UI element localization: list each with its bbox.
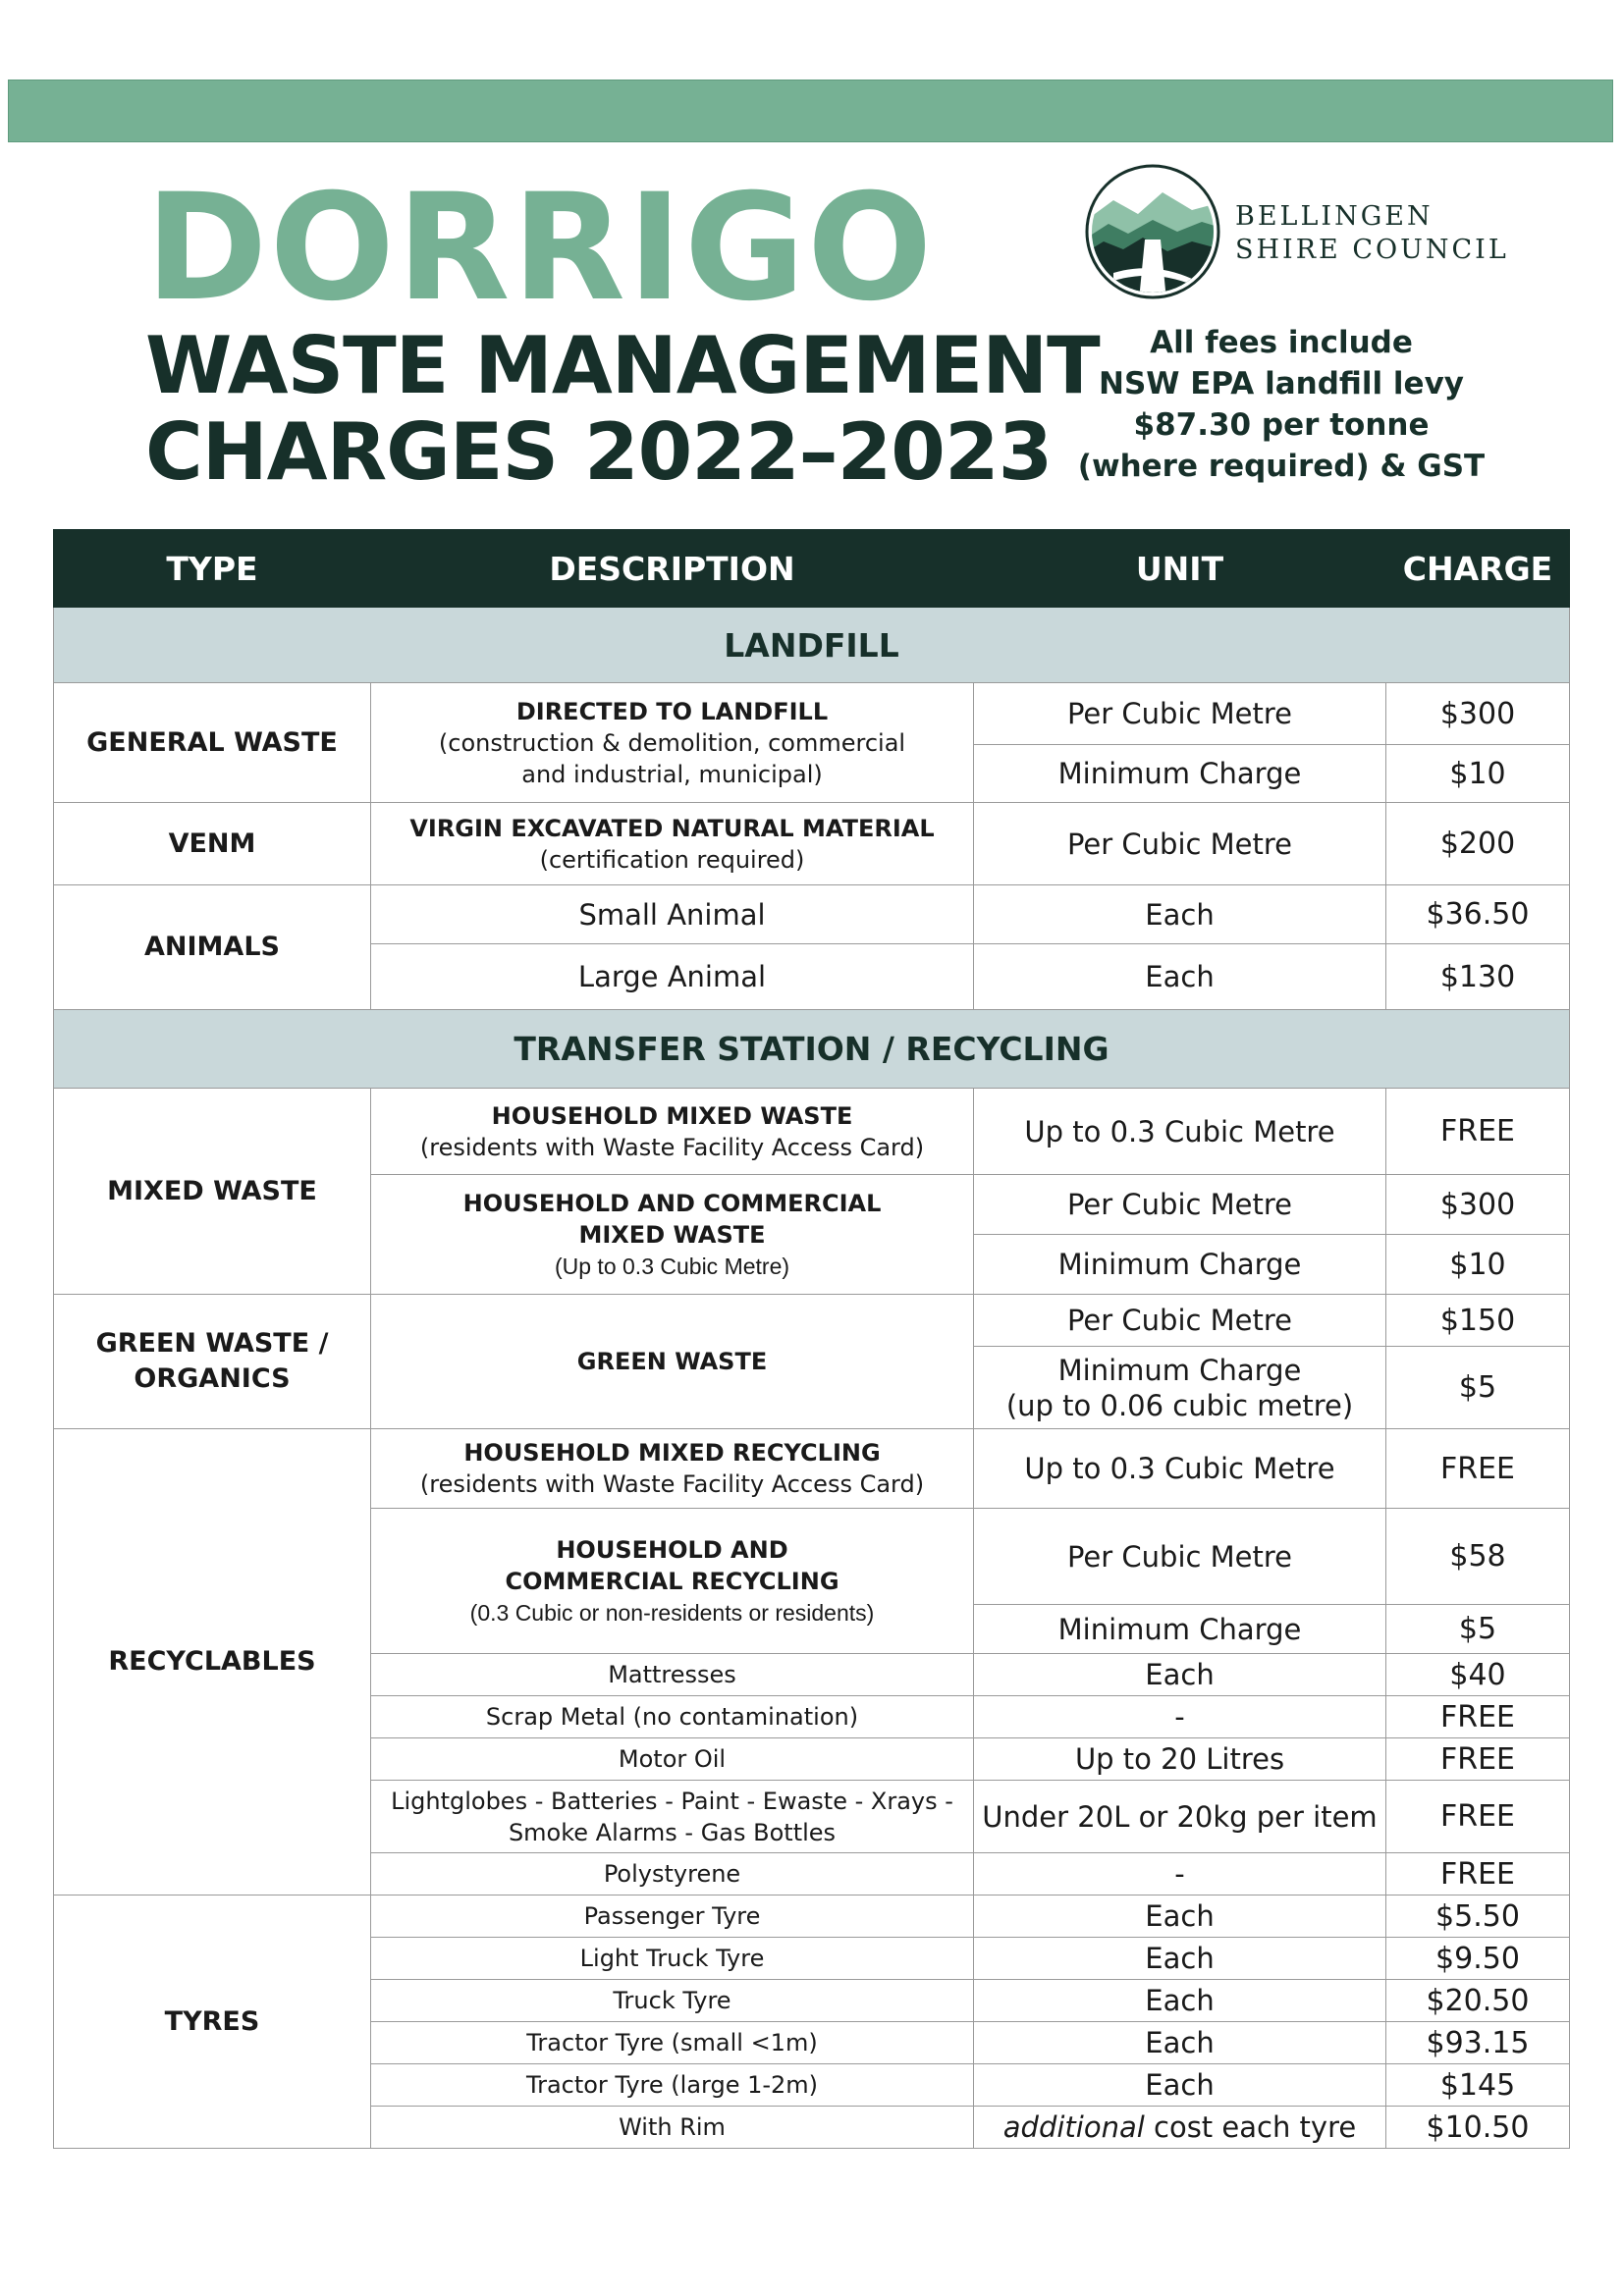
- charge-cell: FREE: [1386, 1429, 1570, 1509]
- unit-cell: Per Cubic Metre: [974, 683, 1386, 745]
- charge-cell: $150: [1386, 1295, 1570, 1347]
- charge-cell: $10: [1386, 1235, 1570, 1295]
- charge-cell: $36.50: [1386, 885, 1570, 944]
- fees-line2: NSW EPA landfill levy: [1099, 366, 1464, 401]
- page-subtitle-line1: WASTE MANAGEMENT: [145, 320, 1100, 411]
- unit-cell: -: [974, 1696, 1386, 1738]
- table-row: [54, 803, 1570, 885]
- unit-cell: Minimum Charge (up to 0.06 cubic metre): [974, 1347, 1386, 1429]
- council-name: [1235, 200, 1509, 267]
- unit-cell: additional cost each tyre: [974, 2107, 1386, 2149]
- unit-cell: Minimum Charge: [974, 745, 1386, 803]
- charge-cell: $93.15: [1386, 2022, 1570, 2064]
- description-cell: DIRECTED TO LANDFILL (construction & demolition, commercial and industrial, municipal): [371, 683, 974, 803]
- description-cell: Large Animal: [371, 944, 974, 1010]
- fees-line4: (where required) & GST: [1077, 449, 1486, 484]
- unit-cell: Each: [974, 1980, 1386, 2022]
- charge-cell: $20.50: [1386, 1980, 1570, 2022]
- description-cell: Motor Oil: [371, 1738, 974, 1781]
- unit-cell: Each: [974, 1938, 1386, 1980]
- council-name-line2: SHIRE COUNCIL: [1235, 235, 1509, 265]
- table-row: [54, 1429, 1570, 1509]
- charge-cell: $145: [1386, 2064, 1570, 2107]
- description-cell: HOUSEHOLD AND COMMERCIAL MIXED WASTE (Up to 0.3 Cubic Metre): [371, 1175, 974, 1295]
- charge-cell: $5: [1386, 1605, 1570, 1654]
- unit-cell: Each: [974, 2022, 1386, 2064]
- description-cell: Polystyrene: [371, 1853, 974, 1896]
- charge-cell: $9.50: [1386, 1938, 1570, 1980]
- description-cell: Tractor Tyre (small <1m): [371, 2022, 974, 2064]
- type-cell: TYRES: [54, 1896, 371, 2149]
- header-unit: UNIT: [974, 530, 1386, 608]
- charge-cell: $300: [1386, 1175, 1570, 1235]
- table-row: [54, 1896, 1570, 1938]
- unit-cell: Per Cubic Metre: [974, 1509, 1386, 1605]
- charge-cell: FREE: [1386, 1696, 1570, 1738]
- unit-cell: Minimum Charge: [974, 1605, 1386, 1654]
- header-type: TYPE: [54, 530, 371, 608]
- type-cell: GENERAL WASTE: [54, 683, 371, 803]
- charge-cell: FREE: [1386, 1853, 1570, 1896]
- unit-cell: Per Cubic Metre: [974, 1175, 1386, 1235]
- unit-cell: Each: [974, 2064, 1386, 2107]
- unit-cell: Each: [974, 1896, 1386, 1938]
- charge-cell: $58: [1386, 1509, 1570, 1605]
- description-cell: Lightglobes - Batteries - Paint - Ewaste - Xrays - Smoke Alarms - Gas Bottles: [371, 1781, 974, 1853]
- council-logo-icon: [1084, 163, 1221, 300]
- type-cell: RECYCLABLES: [54, 1429, 371, 1896]
- unit-cell: Under 20L or 20kg per item: [974, 1781, 1386, 1853]
- charge-cell: $10.50: [1386, 2107, 1570, 2149]
- unit-cell: Each: [974, 885, 1386, 944]
- unit-cell: Minimum Charge: [974, 1235, 1386, 1295]
- charge-cell: FREE: [1386, 1738, 1570, 1781]
- page-title: DORRIGO: [145, 163, 935, 334]
- table-row: [54, 683, 1570, 745]
- description-cell: Scrap Metal (no contamination): [371, 1696, 974, 1738]
- charge-cell: $10: [1386, 745, 1570, 803]
- charge-cell: $300: [1386, 683, 1570, 745]
- unit-cell: Up to 0.3 Cubic Metre: [974, 1429, 1386, 1509]
- charges-table: [53, 529, 1570, 2149]
- header-charge: CHARGE: [1386, 530, 1570, 608]
- charge-cell: FREE: [1386, 1089, 1570, 1175]
- description-cell: Small Animal: [371, 885, 974, 944]
- header-description: DESCRIPTION: [371, 530, 974, 608]
- charge-cell: FREE: [1386, 1781, 1570, 1853]
- unit-cell: Up to 0.3 Cubic Metre: [974, 1089, 1386, 1175]
- charge-cell: $130: [1386, 944, 1570, 1010]
- unit-cell: Each: [974, 944, 1386, 1010]
- type-cell: ANIMALS: [54, 885, 371, 1010]
- top-accent-bar: [8, 80, 1613, 142]
- section-title: TRANSFER STATION / RECYCLING: [54, 1010, 1570, 1089]
- unit-cell: Each: [974, 1654, 1386, 1696]
- section-landfill: [54, 608, 1570, 683]
- description-cell: HOUSEHOLD AND COMMERCIAL RECYCLING (0.3 Cubic or non-residents or residents): [371, 1509, 974, 1654]
- unit-cell: Per Cubic Metre: [974, 803, 1386, 885]
- unit-cell: -: [974, 1853, 1386, 1896]
- section-transfer: [54, 1010, 1570, 1089]
- type-cell: MIXED WASTE: [54, 1089, 371, 1295]
- description-cell: GREEN WASTE: [371, 1295, 974, 1429]
- charge-cell: $5: [1386, 1347, 1570, 1429]
- description-cell: HOUSEHOLD MIXED WASTE (residents with Waste Facility Access Card): [371, 1089, 974, 1175]
- table-row: [54, 1089, 1570, 1175]
- type-cell: GREEN WASTE / ORGANICS: [54, 1295, 371, 1429]
- table-row: [54, 1295, 1570, 1347]
- council-name-line1: BELLINGEN: [1235, 201, 1434, 232]
- charge-cell: $5.50: [1386, 1896, 1570, 1938]
- description-cell: Mattresses: [371, 1654, 974, 1696]
- page-subtitle-line2: CHARGES 2022–2023: [145, 406, 1053, 498]
- description-cell: Passenger Tyre: [371, 1896, 974, 1938]
- description-cell: HOUSEHOLD MIXED RECYCLING (residents with Waste Facility Access Card): [371, 1429, 974, 1509]
- description-cell: Truck Tyre: [371, 1980, 974, 2022]
- table-header-row: [54, 530, 1570, 608]
- charge-cell: $40: [1386, 1654, 1570, 1696]
- type-cell: VENM: [54, 803, 371, 885]
- unit-cell: Up to 20 Litres: [974, 1738, 1386, 1781]
- table-row: [54, 885, 1570, 944]
- fees-line3: $87.30 per tonne: [1133, 407, 1430, 443]
- description-cell: VIRGIN EXCAVATED NATURAL MATERIAL (certification required): [371, 803, 974, 885]
- charge-cell: $200: [1386, 803, 1570, 885]
- section-title: LANDFILL: [54, 608, 1570, 683]
- description-cell: With Rim: [371, 2107, 974, 2149]
- fees-line1: All fees include: [1150, 325, 1413, 360]
- fees-note: [1051, 322, 1512, 487]
- description-cell: Light Truck Tyre: [371, 1938, 974, 1980]
- unit-cell: Per Cubic Metre: [974, 1295, 1386, 1347]
- description-cell: Tractor Tyre (large 1-2m): [371, 2064, 974, 2107]
